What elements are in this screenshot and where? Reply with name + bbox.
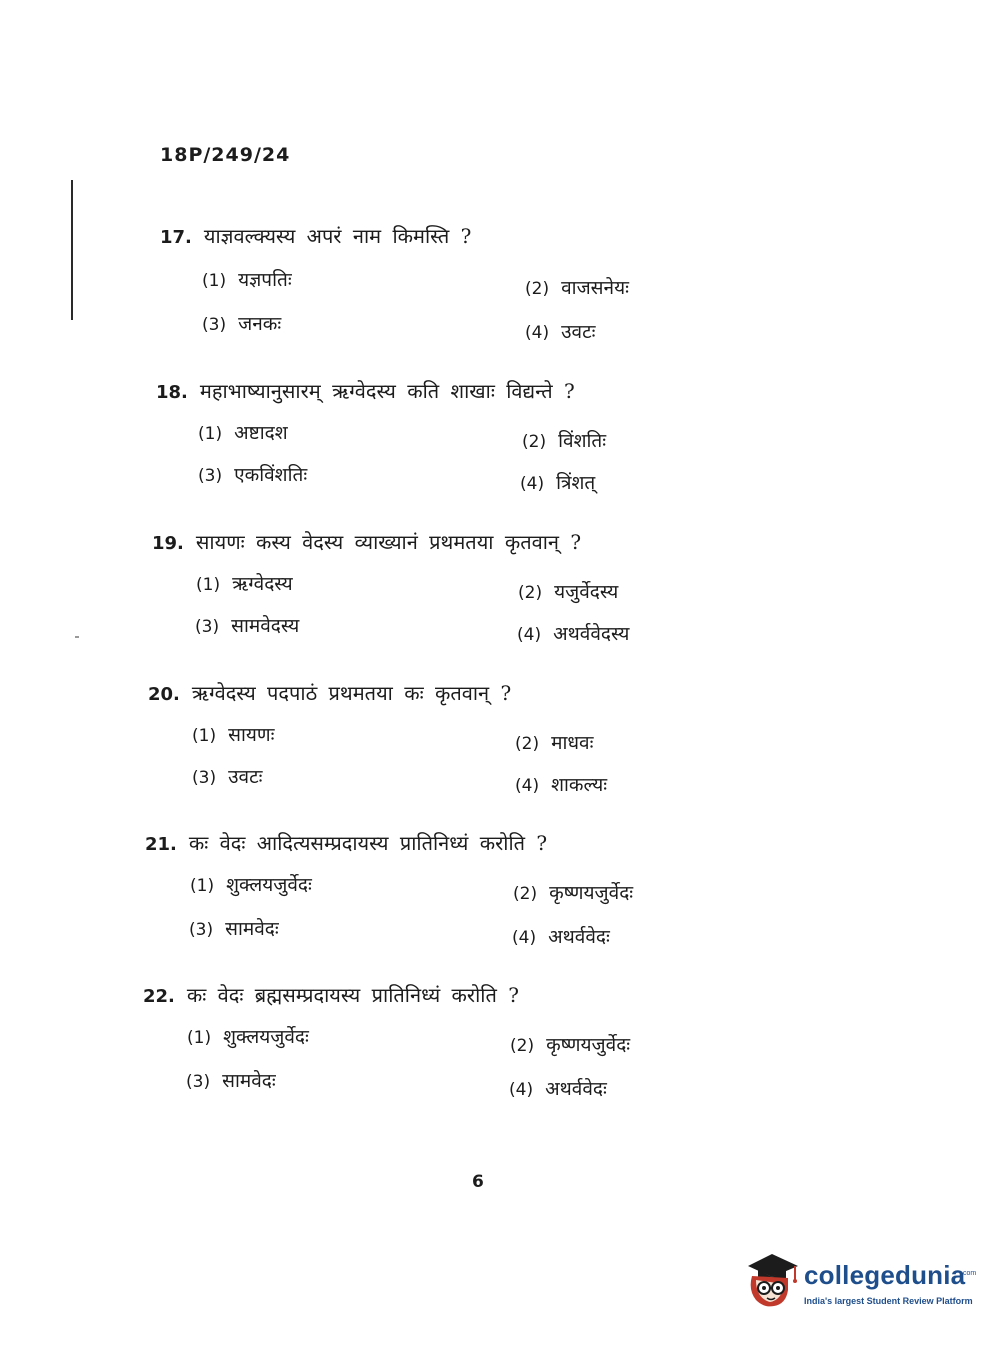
option-text: सामवेदस्य [231,615,300,637]
question-text: महाभाष्यानुसारम् ऋग्वेदस्य कति शाखाः विद्यन्ते ? [199,379,575,403]
option-number: (4) [525,323,550,343]
collegedunia-logo [742,1250,977,1314]
option-number: (1) [196,575,221,595]
option-number: (4) [517,625,542,645]
option-3 [195,612,299,638]
question-19 [0,528,1001,658]
option-1 [187,1023,309,1049]
option-number: (2) [510,1036,535,1056]
question-stem [143,981,519,1008]
option-2 [522,427,606,453]
option-3 [189,915,279,941]
option-number: (4) [512,928,537,948]
question-18 [0,377,1001,507]
option-number: (2) [522,432,547,452]
question-number: 19. [152,533,184,554]
option-number: (2) [525,279,550,299]
option-number: (2) [518,583,543,603]
option-number: (3) [202,315,227,335]
option-4 [525,318,595,344]
option-number: (3) [192,768,217,788]
logo-tagline: India's largest Student Review Platform [804,1296,973,1306]
option-text: एकविंशतिः [234,464,308,486]
option-4 [509,1075,607,1101]
question-number: 18. [156,382,188,403]
question-text: याज्ञवल्क्यस्य अपरं नाम किमस्ति ? [203,224,472,248]
option-4 [512,923,610,949]
option-4 [515,771,607,797]
option-number: (1) [202,271,227,291]
question-stem [145,829,547,856]
option-number: (3) [189,920,214,940]
question-stem [156,377,575,404]
option-2 [513,879,633,905]
option-text: सामवेदः [225,918,279,940]
option-text: अथर्ववेदस्य [553,623,630,645]
option-text: यजुर्वेदस्य [554,581,619,603]
logo-wordmark: collegedunia [804,1260,966,1290]
option-1 [202,266,292,292]
option-3 [198,461,307,487]
option-text: अथर्ववेदः [548,926,610,948]
logo-domain: .com [961,1270,977,1277]
option-2 [518,578,618,604]
option-2 [510,1031,630,1057]
question-stem [152,528,581,555]
option-text: त्रिंशत् [556,472,596,494]
option-text: सायणः [228,724,275,746]
option-text: ऋग्वेदस्य [232,573,293,595]
option-text: माधवः [551,732,594,754]
option-text: विंशतिः [558,430,607,452]
option-text: उवटः [228,766,263,788]
question-number: 21. [145,834,177,855]
page-number: 6 [472,1172,484,1192]
question-21 [0,829,1001,959]
option-number: (3) [195,617,220,637]
option-text: शाकल्यः [551,774,608,796]
option-number: (4) [509,1080,534,1100]
question-20 [0,679,1001,809]
mascot-icon [742,1250,800,1310]
option-text: शुक्लयजुर्वेदः [226,874,312,896]
question-22 [0,981,1001,1111]
option-1 [198,419,288,445]
option-number: (1) [187,1028,212,1048]
question-text: कः वेदः आदित्यसम्प्रदायस्य प्रातिनिध्यं करोति ? [188,831,548,855]
option-text: सामवेदः [222,1070,276,1092]
option-1 [190,871,312,897]
option-number: (4) [515,776,540,796]
question-text: ऋग्वेदस्य पदपाठं प्रथमतया कः कृतवान् ? [191,681,512,705]
question-stem [160,222,471,249]
paper-code: 18P/249/24 [160,144,291,166]
option-number: (1) [192,726,217,746]
option-number: (4) [520,474,545,494]
option-4 [517,620,629,646]
option-3 [186,1067,276,1093]
option-text: कृष्णयजुर्वेदः [549,882,634,904]
option-text: अथर्ववेदः [545,1078,607,1100]
option-number: (3) [186,1072,211,1092]
option-text: अष्टादश [234,422,288,444]
option-1 [196,570,293,596]
option-number: (3) [198,466,223,486]
option-text: उवटः [561,321,596,343]
option-number: (1) [190,876,215,896]
question-17 [0,222,1001,352]
question-stem [148,679,511,706]
option-number: (1) [198,424,223,444]
question-text: सायणः कस्य वेदस्य व्याख्यानं प्रथमतया कृतवान् ? [195,530,582,554]
option-number: (2) [513,884,538,904]
option-2 [525,274,629,300]
option-text: कृष्णयजुर्वेदः [546,1034,631,1056]
option-text: वाजसनेयः [561,277,629,299]
option-text: यज्ञपतिः [238,269,292,291]
option-number: (2) [515,734,540,754]
question-number: 22. [143,986,175,1007]
option-text: शुक्लयजुर्वेदः [223,1026,309,1048]
option-text: जनकः [238,313,282,335]
option-1 [192,721,274,747]
option-3 [192,763,262,789]
option-4 [520,469,595,495]
question-number: 17. [160,227,192,248]
option-2 [515,729,593,755]
question-number: 20. [148,684,180,705]
question-text: कः वेदः ब्रह्मसम्प्रदायस्य प्रातिनिध्यं करोति ? [186,983,519,1007]
option-3 [202,310,281,336]
